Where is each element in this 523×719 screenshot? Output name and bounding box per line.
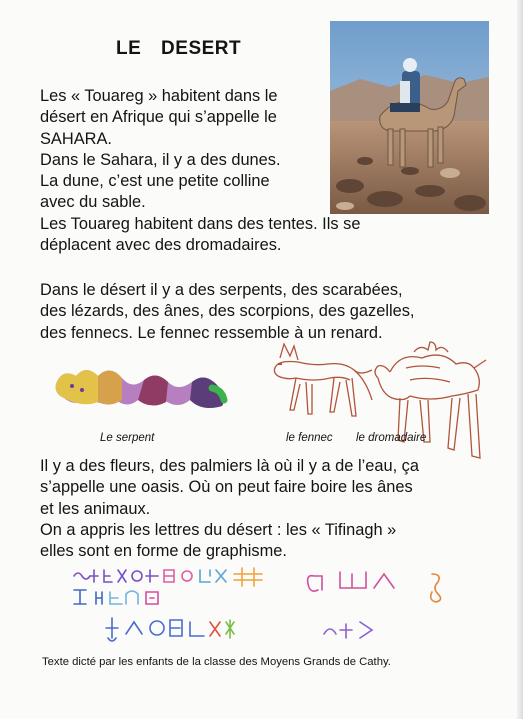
text-line: désert en Afrique qui s’appelle le bbox=[40, 108, 277, 127]
caption-dromadaire: le dromadaire bbox=[356, 432, 427, 444]
text-line: des lézards, des ânes, des scorpions, des gazelles, bbox=[40, 302, 415, 321]
fennec-drawing bbox=[268, 340, 380, 432]
tifinagh-letters-drawing bbox=[66, 564, 466, 654]
text-line: Dans le désert il y a des serpents, des scarabées, bbox=[40, 281, 403, 299]
text-line: Dans le Sahara, il y a des dunes. bbox=[40, 150, 281, 169]
text-line: On a appris les lettres du désert : les « Tifinagh » bbox=[40, 520, 397, 539]
paragraph-oasis bbox=[40, 456, 419, 562]
text-line: des fennecs. Le fennec ressemble à un renard. bbox=[40, 323, 383, 342]
page-title: LE DESERT bbox=[116, 38, 242, 59]
text-line: s’appelle une oasis. Où on peut faire boire les ânes bbox=[40, 478, 413, 497]
paragraph-touareg bbox=[40, 86, 360, 256]
text-line: Il y a des fleurs, des palmiers là où il y a de l’eau, ça bbox=[40, 457, 419, 475]
text-line: et les animaux. bbox=[40, 499, 151, 518]
text-line: Les « Touareg » habitent dans le bbox=[40, 87, 278, 105]
text-line: SAHARA. bbox=[40, 129, 112, 148]
text-line: déplacent avec des dromadaires. bbox=[40, 236, 282, 255]
text-line: La dune, c’est une petite colline bbox=[40, 172, 270, 191]
text-line: avec du sable. bbox=[40, 193, 146, 212]
caption-fennec: le fennec bbox=[286, 432, 333, 444]
page-edge bbox=[517, 0, 523, 719]
footer-note: Texte dicté par les enfants de la classe des Moyens Grands de Cathy. bbox=[42, 656, 391, 668]
camel-drawing bbox=[370, 338, 494, 464]
caption-serpent: Le serpent bbox=[100, 432, 155, 444]
paragraph-animals bbox=[40, 280, 414, 344]
snake-drawing bbox=[52, 356, 232, 416]
text-line: Les Touareg habitent dans des tentes. Ils se bbox=[40, 214, 361, 233]
text-line: elles sont en forme de graphisme. bbox=[40, 542, 287, 561]
